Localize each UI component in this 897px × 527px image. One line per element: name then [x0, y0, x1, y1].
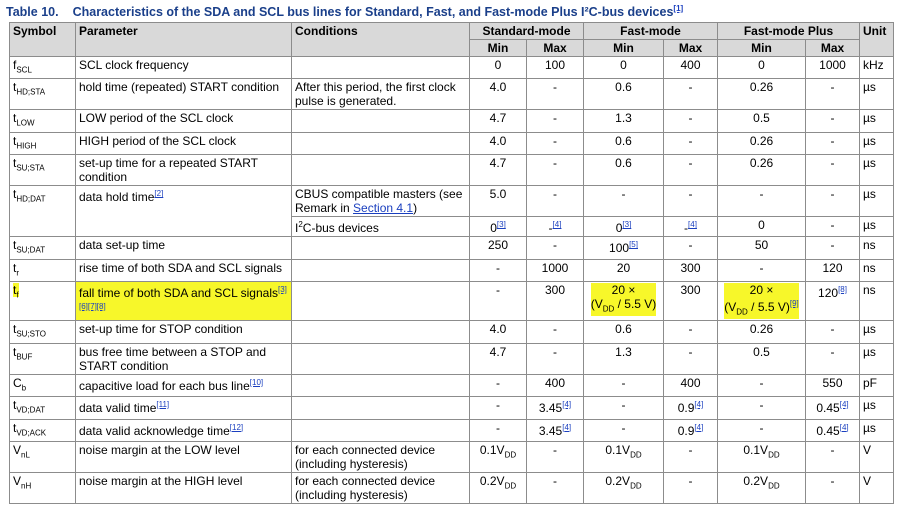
header-min: Min [470, 40, 527, 57]
conditions-cell [292, 281, 470, 320]
table-row [10, 281, 894, 320]
fast-max-cell: 0.9[4] [664, 397, 718, 419]
footnote-link[interactable]: [2] [154, 189, 164, 199]
plus-max-cell: - [806, 186, 860, 217]
parameter-cell: hold time (repeated) START condition [76, 79, 292, 110]
std-min-cell: 4.7 [470, 343, 527, 374]
fast-max-cell: -[4] [664, 217, 718, 237]
footnote-link[interactable]: [4] [562, 400, 572, 410]
header-max: Max [806, 40, 860, 57]
fast-max-cell: - [664, 132, 718, 154]
conditions-cell [292, 132, 470, 154]
symbol-cell: $t_{HD;STA}$ [10, 79, 76, 110]
unit-cell: kHz [860, 57, 894, 79]
header-unit: Unit [860, 23, 894, 57]
fast-min-cell: 0[3] [584, 217, 664, 237]
unit-cell: V [860, 441, 894, 472]
unit-cell: µs [860, 79, 894, 110]
fast-min-cell: 20 [584, 259, 664, 281]
fast-max-cell: 400 [664, 374, 718, 396]
plus-min-cell: 0.26 [718, 79, 806, 110]
fast-max-cell: - [664, 472, 718, 503]
plus-max-cell: - [806, 343, 860, 374]
std-min-cell: 0 [470, 57, 527, 79]
fast-max-cell: 300 [664, 259, 718, 281]
parameter-cell: noise margin at the HIGH level [76, 472, 292, 503]
std-min-cell: 4.7 [470, 110, 527, 132]
conditions-cell [292, 259, 470, 281]
fast-min-cell: 0.6 [584, 155, 664, 186]
symbol-cell: $t_{VD;ACK}$ [10, 419, 76, 441]
symbol-cell: $t_f$ [10, 281, 76, 320]
symbol-cell: $V_{nL}$ [10, 441, 76, 472]
unit-cell: pF [860, 374, 894, 396]
plus-min-cell: - [718, 374, 806, 396]
fast-min-cell: $0.2V_{DD}$ [584, 472, 664, 503]
std-max-cell: - [527, 321, 584, 343]
plus-max-cell: - [806, 155, 860, 186]
fast-max-cell: 300 [664, 281, 718, 320]
footnote-link[interactable]: [3] [496, 220, 506, 230]
conditions-cell [292, 155, 470, 186]
fast-max-cell: - [664, 237, 718, 259]
conditions-cell: After this period, the first clock pulse is generated. [292, 79, 470, 110]
std-min-cell: - [470, 397, 527, 419]
spec-table [9, 22, 894, 504]
plus-max-cell: 1000 [806, 57, 860, 79]
plus-max-cell: 550 [806, 374, 860, 396]
table-row [10, 237, 894, 259]
conditions-cell [292, 57, 470, 79]
unit-cell: V [860, 472, 894, 503]
symbol-cell: $f_{SCL}$ [10, 57, 76, 79]
std-max-cell: 100 [527, 57, 584, 79]
std-max-cell: - [527, 237, 584, 259]
fast-min-cell: - [584, 186, 664, 217]
std-max-cell: - [527, 186, 584, 217]
plus-min-cell: 0.5 [718, 110, 806, 132]
conditions-cell [292, 397, 470, 419]
conditions-cell [292, 343, 470, 374]
conditions-cell [292, 374, 470, 396]
plus-min-cell: - [718, 419, 806, 441]
std-max-cell: - [527, 155, 584, 186]
plus-max-cell: - [806, 472, 860, 503]
fast-min-cell: - [584, 419, 664, 441]
fast-min-cell: 0.6 [584, 321, 664, 343]
plus-max-cell: - [806, 237, 860, 259]
table-row [10, 397, 894, 419]
table-number: Table 10. [6, 5, 59, 20]
symbol-cell: $t_{HIGH}$ [10, 132, 76, 154]
fast-max-cell: - [664, 321, 718, 343]
parameter-cell: set-up time for a repeated START condition [76, 155, 292, 186]
header-fast-mode-plus: Fast-mode Plus [718, 23, 860, 40]
plus-min-cell: 0 [718, 57, 806, 79]
std-min-cell: 4.0 [470, 321, 527, 343]
footnote-link[interactable]: [4] [694, 400, 704, 410]
table-row [10, 472, 894, 503]
parameter-cell-highlighted: fall time of both SDA and SCL signals[3][6][7][8] [76, 281, 292, 320]
conditions-cell: for each connected device (including hysteresis) [292, 441, 470, 472]
plus-max-cell: 0.45[4] [806, 397, 860, 419]
symbol-cell: $t_{SU;STA}$ [10, 155, 76, 186]
header-min: Min [584, 40, 664, 57]
table-title: Characteristics of the SDA and SCL bus lines for Standard, Fast, and Fast-mode Plus I²C-bus devices [72, 5, 674, 20]
footnote-link[interactable]: [10] [249, 377, 264, 387]
std-min-cell: 4.0 [470, 79, 527, 110]
plus-max-cell: - [806, 321, 860, 343]
conditions-cell [292, 321, 470, 343]
plus-min-cell: $0.1V_{DD}$ [718, 441, 806, 472]
fast-max-cell: - [664, 441, 718, 472]
footnote-link[interactable]: [3] [622, 220, 632, 230]
unit-cell: µs [860, 110, 894, 132]
symbol-cell: $V_{nH}$ [10, 472, 76, 503]
header-min: Min [718, 40, 806, 57]
fast-max-cell: - [664, 343, 718, 374]
table-row [10, 259, 894, 281]
fast-max-cell: - [664, 186, 718, 217]
unit-cell: µs [860, 155, 894, 186]
std-min-cell: - [470, 419, 527, 441]
header-fast-mode: Fast-mode [584, 23, 718, 40]
plus-min-cell: 0 [718, 217, 806, 237]
conditions-cell [292, 419, 470, 441]
unit-cell: µs [860, 186, 894, 217]
footnote-link[interactable]: [4] [552, 220, 562, 230]
plus-min-cell: - [718, 397, 806, 419]
std-max-cell: 3.45[4] [527, 397, 584, 419]
plus-max-cell: 0.45[4] [806, 419, 860, 441]
fast-min-cell: - [584, 397, 664, 419]
std-max-cell: - [527, 441, 584, 472]
std-min-cell: - [470, 259, 527, 281]
table-row [10, 186, 894, 217]
std-min-cell: 0[3] [470, 217, 527, 237]
parameter-cell: noise margin at the LOW level [76, 441, 292, 472]
conditions-cell [292, 110, 470, 132]
footnote-link[interactable]: [4] [839, 422, 849, 432]
table-row [10, 79, 894, 110]
parameter-cell: LOW period of the SCL clock [76, 110, 292, 132]
header-standard-mode: Standard-mode [470, 23, 584, 40]
fast-min-cell-highlighted: 20 × ($V_{DD} / 5.5$ V) [584, 281, 664, 320]
fast-min-cell: 100[5] [584, 237, 664, 259]
std-max-cell: -[4] [527, 217, 584, 237]
std-min-cell: 4.7 [470, 155, 527, 186]
std-max-cell: - [527, 132, 584, 154]
symbol-cell: $t_{BUF}$ [10, 343, 76, 374]
plus-min-cell: $0.2V_{DD}$ [718, 472, 806, 503]
fast-max-cell: - [664, 110, 718, 132]
parameter-cell: data hold time[2] [76, 186, 292, 237]
parameter-cell: capacitive load for each bus line[10] [76, 374, 292, 396]
std-max-cell: - [527, 472, 584, 503]
symbol-cell: $t_r$ [10, 259, 76, 281]
conditions-cell: for each connected device (including hysteresis) [292, 472, 470, 503]
std-max-cell: 1000 [527, 259, 584, 281]
table-row [10, 343, 894, 374]
plus-max-cell: 120[8] [806, 281, 860, 320]
std-min-cell: 250 [470, 237, 527, 259]
caption-footnote-link[interactable]: [1] [673, 4, 684, 13]
footnote-link[interactable]: [12] [229, 422, 244, 432]
footnote-link[interactable]: [5] [629, 240, 638, 250]
std-max-cell: - [527, 110, 584, 132]
unit-cell: µs [860, 419, 894, 441]
plus-min-cell-highlighted: 20 × ($V_{DD} / 5.5$ V)[9] [718, 281, 806, 320]
parameter-cell: data valid time[11] [76, 397, 292, 419]
plus-max-cell: - [806, 217, 860, 237]
table-row [10, 321, 894, 343]
fast-max-cell: 400 [664, 57, 718, 79]
plus-min-cell: 0.26 [718, 321, 806, 343]
fast-min-cell: - [584, 374, 664, 396]
symbol-cell: $t_{HD;DAT}$ [10, 186, 76, 237]
header-max: Max [664, 40, 718, 57]
fast-max-cell: 0.9[4] [664, 419, 718, 441]
plus-min-cell: 0.26 [718, 132, 806, 154]
std-min-cell: - [470, 281, 527, 320]
std-min-cell: $0.2V_{DD}$ [470, 472, 527, 503]
std-max-cell: 300 [527, 281, 584, 320]
conditions-cell [292, 237, 470, 259]
plus-min-cell: - [718, 186, 806, 217]
fast-min-cell: 0.6 [584, 79, 664, 110]
plus-max-cell: - [806, 79, 860, 110]
std-min-cell: 4.0 [470, 132, 527, 154]
header-conditions: Conditions [292, 23, 470, 57]
fast-min-cell: 0.6 [584, 132, 664, 154]
plus-max-cell: 120 [806, 259, 860, 281]
std-min-cell: $0.1V_{DD}$ [470, 441, 527, 472]
unit-cell: µs [860, 397, 894, 419]
fast-min-cell: 1.3 [584, 343, 664, 374]
table-row [10, 441, 894, 472]
footnote-link[interactable]: [4] [562, 422, 572, 432]
conditions-cell: CBUS compatible masters (see Remark in Section 4.1) [292, 186, 470, 217]
fast-min-cell: $0.1V_{DD}$ [584, 441, 664, 472]
footnote-link[interactable]: [11] [156, 400, 170, 410]
footnote-link[interactable]: [8] [838, 284, 847, 294]
unit-cell: ns [860, 259, 894, 281]
symbol-cell: $t_{LOW}$ [10, 110, 76, 132]
parameter-cell: data set-up time [76, 237, 292, 259]
fast-min-cell: 0 [584, 57, 664, 79]
plus-max-cell: - [806, 132, 860, 154]
table-row [10, 374, 894, 396]
symbol-cell: $t_{SU;STO}$ [10, 321, 76, 343]
unit-cell: µs [860, 217, 894, 237]
std-min-cell: 5.0 [470, 186, 527, 217]
std-max-cell: - [527, 343, 584, 374]
std-max-cell: 3.45[4] [527, 419, 584, 441]
table-row [10, 132, 894, 154]
symbol-cell: $C_b$ [10, 374, 76, 396]
plus-max-cell: - [806, 441, 860, 472]
unit-cell: ns [860, 281, 894, 320]
footnote-link[interactable]: [3][6][7][8] [79, 284, 287, 311]
footnote-link[interactable]: [4] [839, 400, 849, 410]
unit-cell: µs [860, 132, 894, 154]
unit-cell: µs [860, 321, 894, 343]
parameter-cell: HIGH period of the SCL clock [76, 132, 292, 154]
conditions-cell: $I^2C$-bus devices [292, 217, 470, 237]
symbol-cell: $t_{VD;DAT}$ [10, 397, 76, 419]
plus-min-cell: 0.26 [718, 155, 806, 186]
unit-cell: µs [860, 343, 894, 374]
header-parameter: Parameter [76, 23, 292, 57]
parameter-cell: SCL clock frequency [76, 57, 292, 79]
footnote-link[interactable]: [4] [688, 220, 697, 230]
std-min-cell: - [470, 374, 527, 396]
table-row [10, 155, 894, 186]
unit-cell: ns [860, 237, 894, 259]
plus-min-cell: 50 [718, 237, 806, 259]
fast-max-cell: - [664, 79, 718, 110]
header-max: Max [527, 40, 584, 57]
plus-min-cell: 0.5 [718, 343, 806, 374]
std-max-cell: - [527, 79, 584, 110]
parameter-cell: rise time of both SDA and SCL signals [76, 259, 292, 281]
header-row [10, 23, 894, 40]
parameter-cell: bus free time between a STOP and START condition [76, 343, 292, 374]
parameter-cell: data valid acknowledge time[12] [76, 419, 292, 441]
fast-min-cell: 1.3 [584, 110, 664, 132]
table-caption [6, 4, 683, 19]
footnote-link[interactable]: [4] [694, 422, 704, 432]
table-row [10, 419, 894, 441]
std-max-cell: 400 [527, 374, 584, 396]
parameter-cell: set-up time for STOP condition [76, 321, 292, 343]
plus-max-cell: - [806, 110, 860, 132]
section-link[interactable]: Section 4.1 [353, 201, 414, 216]
table-row [10, 57, 894, 79]
symbol-cell: $t_{SU;DAT}$ [10, 237, 76, 259]
header-symbol: Symbol [10, 23, 76, 57]
table-row [10, 110, 894, 132]
footnote-link[interactable]: [9] [789, 298, 799, 308]
fast-max-cell: - [664, 155, 718, 186]
plus-min-cell: - [718, 259, 806, 281]
